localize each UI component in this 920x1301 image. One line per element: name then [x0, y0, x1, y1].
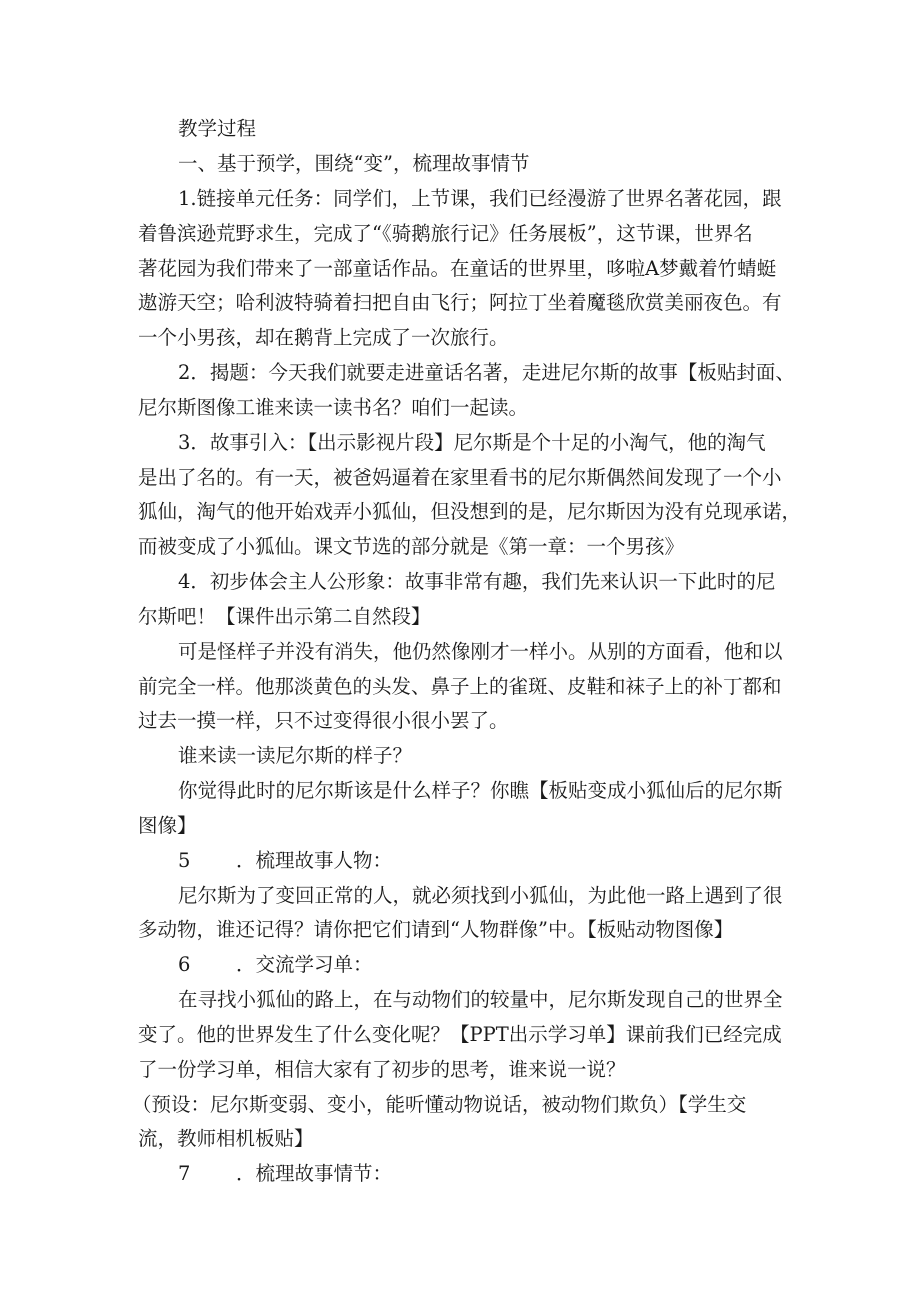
preset-line: （预设：尼尔斯变弱、变小，能听懂动物说话，被动物们欺负）【学生交: [132, 1093, 747, 1116]
question-line: 图像】: [138, 814, 197, 837]
step-number: 7: [178, 1162, 191, 1185]
heading: 教学过程: [178, 117, 257, 140]
paragraph-line: 4．初步体会主人公形象：故事非常有趣，我们先来认识一下此时的尼: [178, 570, 776, 593]
step-title: ．梳理故事人物：: [236, 849, 393, 872]
paragraph-line: 尼尔斯图像工谁来读一读书名？咱们一起读。: [138, 396, 529, 419]
step-title: ．交流学习单：: [236, 953, 373, 976]
paragraph-line: 遨游天空；哈利波特骑着扫把自由飞行；阿拉丁坐着魔毯欣赏美丽夜色。有: [138, 291, 782, 314]
paragraph-line: 狐仙，淘气的他开始戏弄小狐仙，但没想到的是，尼尔斯因为没有兑现承诺，: [138, 500, 802, 523]
paragraph-line: 多动物，谁还记得？请你把它们请到“人物群像”中。【板贴动物图像】: [138, 918, 734, 941]
paragraph-line: 尔斯吧！【课件出示第二自然段】: [138, 605, 431, 628]
section-title: 一、基于预学，围绕“变”，梳理故事情节: [178, 152, 530, 175]
step-heading: [178, 952, 373, 978]
quote-line: 可是怪样子并没有消失，他仍然像刚才一样小。从别的方面看，他和以: [178, 640, 783, 663]
step-number: 5: [178, 849, 191, 872]
paragraph-line: 2．揭题：今天我们就要走进童话名著，走进尼尔斯的故事【板贴封面、: [178, 361, 795, 384]
step-title: ．梳理故事情节：: [236, 1162, 393, 1185]
paragraph-line: 尼尔斯为了变回正常的人，就必须找到小狐仙，为此他一路上遇到了很: [178, 884, 783, 907]
paragraph-line: 而被变成了小狐仙。课文节选的部分就是《第一章：一个男孩》: [138, 535, 685, 558]
question-line: 你觉得此时的尼尔斯该是什么样子？你瞧【板贴变成小狐仙后的尼尔斯: [178, 779, 783, 802]
paragraph-line: 了一份学习单，相信大家有了初步的思考，谁来说一说？: [138, 1058, 626, 1081]
step-heading: [178, 1161, 392, 1187]
quote-line: 过去一摸一样，只不过变得很小很小罢了。: [138, 709, 509, 732]
quote-line: 前完全一样。他那淡黄色的头发、鼻子上的雀斑、皮鞋和袜子上的补丁都和: [138, 675, 782, 698]
paragraph-line: 3．故事引入：【出示影视片段】尼尔斯是个十足的小淘气，他的淘气: [178, 431, 766, 454]
paragraph-line: 1.链接单元任务：同学们，上节课，我们已经漫游了世界名著花园，跟: [178, 187, 782, 210]
preset-line: 流，教师相机板贴】: [138, 1127, 314, 1150]
paragraph-line: 一个小男孩，却在鹅背上完成了一次旅行。: [138, 326, 509, 349]
step-number: 6: [178, 953, 191, 976]
paragraph-line: 着鲁滨逊荒野求生，完成了“《骑鹅旅行记》任务展板”，这节课，世界名: [138, 222, 753, 245]
paragraph-line: 变了。他的世界发生了什么变化呢？【PPT出示学习单】课前我们已经完成: [138, 1023, 782, 1046]
paragraph-line: 在寻找小狐仙的路上，在与动物们的较量中，尼尔斯发现自己的世界全: [178, 988, 783, 1011]
paragraph-line: 著花园为我们带来了一部童话作品。在童话的世界里，哆啦A梦戴着竹蜻蜓: [138, 257, 777, 280]
step-heading: [178, 848, 392, 874]
paragraph-line: 是出了名的。有一天，被爸妈逼着在家里看书的尼尔斯偶然间发现了一个小: [138, 466, 782, 489]
question-line: 谁来读一读尼尔斯的样子？: [178, 744, 413, 767]
